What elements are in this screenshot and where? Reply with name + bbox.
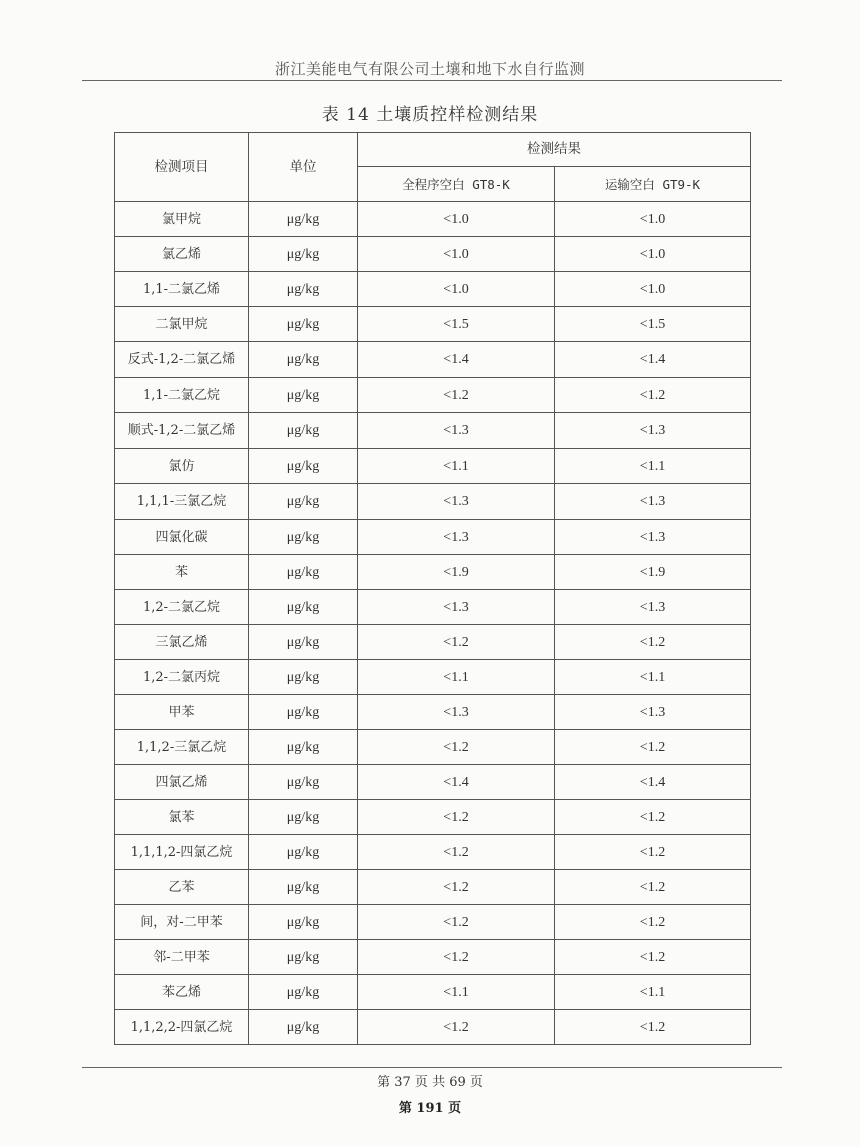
cell-item: 邻-二甲苯 <box>115 940 249 975</box>
cell-result-sample1: <1.2 <box>358 905 555 940</box>
cell-unit: μg/kg <box>249 625 358 660</box>
cell-item: 1,2-二氯丙烷 <box>115 660 249 695</box>
header-rule <box>82 80 782 81</box>
cell-result-sample1: <1.2 <box>358 730 555 765</box>
cell-item: 苯乙烯 <box>115 975 249 1010</box>
col-header-unit: 单位 <box>249 133 358 202</box>
table-row <box>115 590 751 625</box>
cumulative-page-number: 第 191 页 <box>398 1101 462 1116</box>
cell-item: 苯 <box>115 555 249 590</box>
table-row <box>115 835 751 870</box>
cell-result-sample1: <1.3 <box>358 590 555 625</box>
cell-item: 甲苯 <box>115 695 249 730</box>
cell-result-sample2: <1.1 <box>555 975 751 1010</box>
page-number-of-total: 第 37 页 共 69 页 <box>377 1075 483 1090</box>
cell-result-sample2: <1.3 <box>555 695 751 730</box>
cell-result-sample2: <1.0 <box>555 202 751 237</box>
cell-result-sample1: <1.1 <box>358 975 555 1010</box>
cell-unit: μg/kg <box>249 520 358 555</box>
cell-item: 顺式-1,2-二氯乙烯 <box>115 413 249 449</box>
cell-result-sample2: <1.2 <box>555 730 751 765</box>
cell-item: 1,2-二氯乙烷 <box>115 590 249 625</box>
table-row <box>115 378 751 413</box>
cell-unit: μg/kg <box>249 307 358 342</box>
col-header-sample2: 运输空白 GT9-K <box>555 167 751 202</box>
cell-item: 四氯化碳 <box>115 520 249 555</box>
cell-unit: μg/kg <box>249 590 358 625</box>
cell-unit: μg/kg <box>249 940 358 975</box>
cell-unit: μg/kg <box>249 660 358 695</box>
table-title: 表 14 土壤质控样检测结果 <box>321 105 539 125</box>
cell-result-sample1: <1.0 <box>358 202 555 237</box>
cell-item: 三氯乙烯 <box>115 625 249 660</box>
cell-unit: μg/kg <box>249 870 358 905</box>
table-row <box>115 660 751 695</box>
table-row <box>115 800 751 835</box>
cell-result-sample1: <1.9 <box>358 555 555 590</box>
cell-item: 1,1,1-三氯乙烷 <box>115 484 249 520</box>
cell-unit: μg/kg <box>249 555 358 590</box>
cell-result-sample2: <1.0 <box>555 272 751 307</box>
table-row <box>115 307 751 342</box>
cell-result-sample2: <1.1 <box>555 660 751 695</box>
table-row <box>115 1010 751 1045</box>
table-row <box>115 975 751 1010</box>
cell-result-sample1: <1.0 <box>358 237 555 272</box>
cell-item: 1,1,1,2-四氯乙烷 <box>115 835 249 870</box>
cell-unit: μg/kg <box>249 800 358 835</box>
cell-result-sample1: <1.3 <box>358 695 555 730</box>
cell-item: 氯苯 <box>115 800 249 835</box>
cell-result-sample2: <1.2 <box>555 905 751 940</box>
qc-results-table <box>114 132 751 1045</box>
table-row <box>115 765 751 800</box>
table-row <box>115 484 751 520</box>
cell-item: 1,1,2,2-四氯乙烷 <box>115 1010 249 1045</box>
header-row-1 <box>115 133 751 167</box>
cell-unit: μg/kg <box>249 484 358 520</box>
footer-rule <box>82 1067 782 1068</box>
cell-result-sample1: <1.2 <box>358 870 555 905</box>
table-row <box>115 870 751 905</box>
cell-unit: μg/kg <box>249 449 358 484</box>
cell-result-sample1: <1.2 <box>358 940 555 975</box>
cell-item: 氯乙烯 <box>115 237 249 272</box>
cell-result-sample2: <1.1 <box>555 449 751 484</box>
cell-result-sample1: <1.3 <box>358 413 555 449</box>
table-row <box>115 940 751 975</box>
cell-unit: μg/kg <box>249 695 358 730</box>
cell-unit: μg/kg <box>249 835 358 870</box>
cell-result-sample2: <1.3 <box>555 520 751 555</box>
cell-result-sample1: <1.2 <box>358 378 555 413</box>
cell-result-sample1: <1.0 <box>358 272 555 307</box>
cell-result-sample1: <1.2 <box>358 625 555 660</box>
cell-result-sample1: <1.4 <box>358 342 555 378</box>
table-row <box>115 730 751 765</box>
cell-result-sample1: <1.2 <box>358 1010 555 1045</box>
cell-result-sample1: <1.1 <box>358 660 555 695</box>
col-header-results: 检测结果 <box>358 133 751 167</box>
cell-unit: μg/kg <box>249 975 358 1010</box>
cell-unit: μg/kg <box>249 1010 358 1045</box>
cell-result-sample2: <1.3 <box>555 413 751 449</box>
cell-result-sample2: <1.5 <box>555 307 751 342</box>
cell-unit: μg/kg <box>249 237 358 272</box>
table-row <box>115 625 751 660</box>
cell-result-sample2: <1.3 <box>555 484 751 520</box>
cell-result-sample2: <1.2 <box>555 940 751 975</box>
cell-result-sample1: <1.5 <box>358 307 555 342</box>
cell-unit: μg/kg <box>249 272 358 307</box>
cell-item: 氯甲烷 <box>115 202 249 237</box>
cell-result-sample2: <1.2 <box>555 1010 751 1045</box>
cell-item: 二氯甲烷 <box>115 307 249 342</box>
table-row <box>115 520 751 555</box>
table-row <box>115 272 751 307</box>
cell-result-sample2: <1.2 <box>555 835 751 870</box>
document-header: 浙江美能电气有限公司土壤和地下水自行监测 <box>274 60 585 78</box>
table-row <box>115 449 751 484</box>
cell-result-sample2: <1.4 <box>555 342 751 378</box>
cell-unit: μg/kg <box>249 765 358 800</box>
cell-result-sample2: <1.2 <box>555 800 751 835</box>
col-header-sample1: 全程序空白 GT8-K <box>358 167 555 202</box>
table-row <box>115 237 751 272</box>
table-row <box>115 555 751 590</box>
cell-unit: μg/kg <box>249 202 358 237</box>
table-row <box>115 413 751 449</box>
cell-result-sample1: <1.3 <box>358 520 555 555</box>
cell-item: 1,1-二氯乙烯 <box>115 272 249 307</box>
col-header-item: 检测项目 <box>115 133 249 202</box>
cell-result-sample2: <1.2 <box>555 870 751 905</box>
cell-unit: μg/kg <box>249 378 358 413</box>
cell-unit: μg/kg <box>249 905 358 940</box>
cell-item: 四氯乙烯 <box>115 765 249 800</box>
cell-result-sample1: <1.3 <box>358 484 555 520</box>
cell-item: 乙苯 <box>115 870 249 905</box>
table-row <box>115 202 751 237</box>
table-row <box>115 342 751 378</box>
table-row <box>115 905 751 940</box>
cell-item: 间，对-二甲苯 <box>115 905 249 940</box>
cell-result-sample2: <1.0 <box>555 237 751 272</box>
cell-item: 氯仿 <box>115 449 249 484</box>
cell-result-sample2: <1.9 <box>555 555 751 590</box>
cell-item: 反式-1,2-二氯乙烯 <box>115 342 249 378</box>
table-row <box>115 695 751 730</box>
cell-result-sample1: <1.2 <box>358 835 555 870</box>
table-body <box>115 202 751 1045</box>
cell-item: 1,1-二氯乙烷 <box>115 378 249 413</box>
cell-result-sample1: <1.4 <box>358 765 555 800</box>
cell-result-sample2: <1.2 <box>555 625 751 660</box>
cell-result-sample1: <1.1 <box>358 449 555 484</box>
cell-unit: μg/kg <box>249 413 358 449</box>
cell-result-sample1: <1.2 <box>358 800 555 835</box>
cell-item: 1,1,2-三氯乙烷 <box>115 730 249 765</box>
cell-result-sample2: <1.2 <box>555 378 751 413</box>
cell-result-sample2: <1.3 <box>555 590 751 625</box>
cell-unit: μg/kg <box>249 342 358 378</box>
cell-result-sample2: <1.4 <box>555 765 751 800</box>
cell-unit: μg/kg <box>249 730 358 765</box>
